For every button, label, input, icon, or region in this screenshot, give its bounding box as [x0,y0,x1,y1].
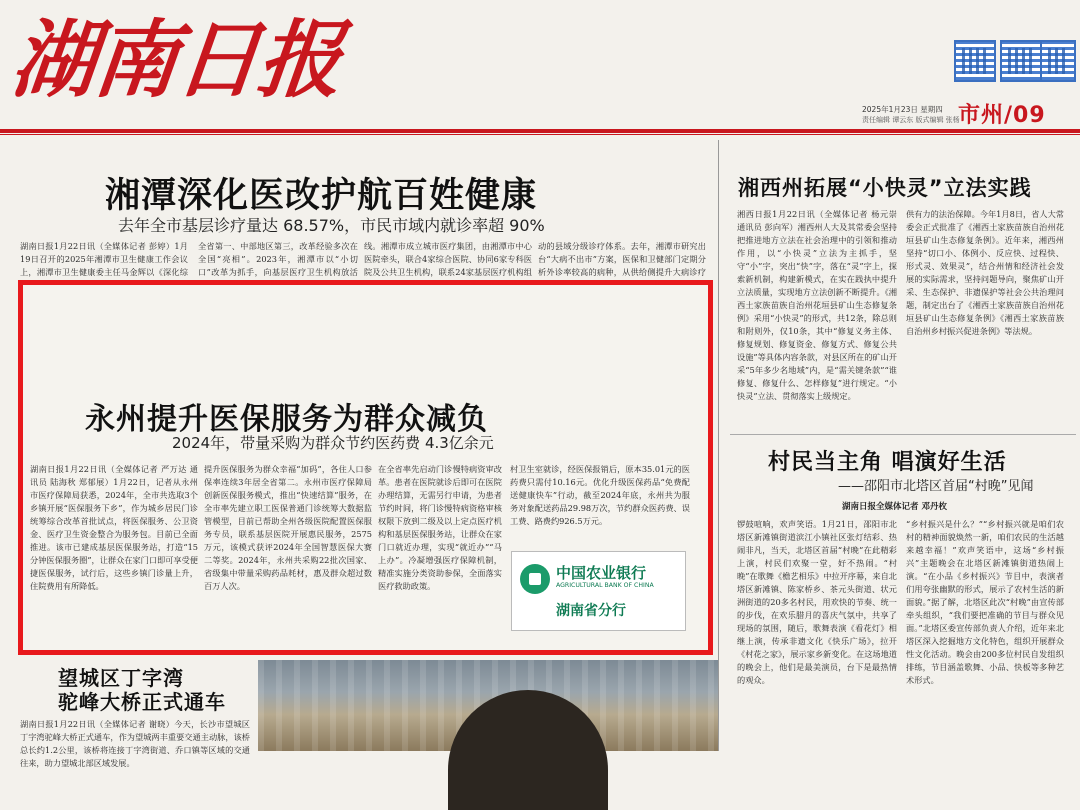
article-subhead: ——邵阳市北塔区首届“村晚”见闻 [838,479,1034,494]
article-body: 线。湘潭市成立城市医疗集团，由湘潭市中心医院牵头，联合4家综合医院、协同6家专科医院及公共卫生机构，联系24家基层医疗机构组 [364,241,532,277]
article-body: 在全省率先启动门诊慢特病资审改革。患者在医院就诊后即可在医院办理结算，无需另行申请，为患者节约时间，将门诊慢特病资格审核权限下放到二级及以上定点医疗机构和基层医保服务站，让群众在家门口就近办理，实现“就近办”“马上办”。冷凝增强医疗保障机制，精准实施分类资助参保，全面落实医疗救助政策。 [378,464,502,591]
masthead-rule-thin [0,134,1080,135]
bank-branch: 湖南省分行 [556,603,626,619]
article-body: 提升医保服务为群众幸福“加码”，各住人口参保率连续3年居全省第二。永州市医疗保障局创新医保服务模式，推出“快速结算”服务，在全市率先建立职工医保普通门诊统筹大数据监管模型，目前已帮助全州各级医院配置医保服务专员，联系基层医院开展惠民服务，2575万元，该模式获评2024年全国智慧医保大赛二等奖。2024年，永州共采购22批次国家、省级集中带量采购药品耗材，惠及群众超过数百万人次。 [204,464,372,591]
article-body: 湖南日报1月22日讯（全媒体记者 严万达 通讯员 陆海秋 郑郁展）1月22日，记者从永州市医疗保障局获悉，2024年，全市共选取3个乡镇开展“医保服务下乡”，作为城乡居民门诊统筹综合改革首批试点，将医保服务、公卫资金、医疗卫生资金整合为服务包。目前已全面推进。该市已建成基层医保服务站，打造“15分钟医保服务圈”，让群众在家门口即可享受便捷医保服务，试行后，这些乡镇门诊量上升，住院费用有所降低。 [30,464,198,591]
abc-bank-logo-icon [520,564,550,594]
editor-credits: 责任编辑 谭云东 版式编辑 张杨 [862,116,960,124]
qr-code-icon [1000,40,1042,82]
bank-english-name: AGRICULTURAL BANK OF CHINA [556,582,654,589]
article-body: 供有力的法治保障。今年1月8日，省人大常委会正式批准了《湘西土家族苗族自治州花垣县矿山生态修复条例》。近年来，湘西州坚持“切口小、体例小、反应快、过程快、形式灵、效果灵”，结合州情和经济社会发展的实际需求，坚持问题导向，聚焦矿山开采、生态保护、非遗保护等社会公共治理问题，制定出台了《湘西土家族苗族自治州花垣县矿山生态修复条例》《湘西土家族苗族自治州乡村振兴促进条例》等法规。 [906,209,1064,336]
article-headline: 湘潭深化医改护航百姓健康 [105,176,538,216]
article-headline: 望城区丁字湾 [58,666,184,690]
article-body: “乡村振兴是什么？”“乡村振兴就是咱们农村的精神面貌焕然一新，咱们农民的生活越来越幸福！”欢声笑语中，这场“乡村振兴”主题晚会在北塔区新滩镇街道热闹上演。“在小品《乡村振兴》节目中，表演者们用夸张幽默的形式，展示了农村生活的新面貌。”据了解，北塔区此次“村晚”由宣传部牵头组织，“我们要把准确的节目与群众见面。”北塔区委宣传部负责人介绍，近年来北塔区深入挖掘地方文化特色，组织开展群众性文化活动。晚会由200多位村民自发组织排练，节目涵盖歌舞、小品、快板等多种艺术形式。 [906,519,1064,685]
section-title: 市州/09 [958,103,1046,128]
article-body: 湖南日报1月22日讯（全媒体记者 彭婷）1月19日召开的2025年湘潭市卫生健康工作会议上，湘潭市卫生健康委主任马金辉以《深化综 [20,241,188,277]
article-body: 全省第一、中部地区第三，改革经验多次在全国“亮相”。2023年，湘潭市以“小切口”改革为抓手，向基层医疗卫生机构放活 [198,241,358,277]
article-subhead: 2024年，带量采购为群众节约医药费 4.3亿余元 [172,434,494,452]
masthead-rule [0,129,1080,133]
article-headline: 湘西州拓展“小快灵”立法实践 [738,176,1032,200]
qr-code-icon [1040,40,1076,82]
article-body: 动的县域分级诊疗体系。去年，湘潭市研究出台“大病不出市”方案，医保和卫健部门定期分析外诊率较高的病种，从供给侧提升大病诊疗 [538,241,706,277]
article-headline: 驼峰大桥正式通车 [58,690,226,714]
article-byline: 湖南日报全媒体记者 邓丹枚 [842,502,947,512]
newspaper-logo: 湖南日报 [6,10,346,109]
column-divider [718,140,719,751]
bridge-photo [258,660,718,751]
article-headline: 永州提升医保服务为群众减负 [85,402,488,437]
publication-date: 2025年1月23日 星期四 [862,105,943,114]
section-divider [730,434,1076,435]
article-headline: 村民当主角 唱演好生活 [768,450,1007,475]
bank-name: 中国农业银行 [556,564,647,582]
article-body: 锣鼓喧响，欢声笑语。1月21日，邵阳市北塔区新滩镇街道滨江小镇社区张灯结彩、热闹非凡，当天，北塔区首届“村晚”在此精彩上演，村民们欢聚一堂，好不热闹。“村晚”在歌舞《檐艺相乐》中拉开序幕，来自北塔区新滩镇、陈家桥乡、茶元头街道、状元洲街道的20多名村民，用欢快的节奏、统一的步伐，在欢乐腊月的喜庆气氛中，共享了现场的氛围，随后，歌舞表演《看花灯》相继上演，传承非遗文化《快乐广场》，拉开《村花之家》，展示家乡新变化。在这场地道的晚会上，他们是最美演员，台下是最热情的观众。 [737,519,897,685]
article-body: 湖南日报1月22日讯（全媒体记者 谢晓）今天，长沙市望城区丁字湾驼峰大桥正式通车，作为望城两丰重要交通主动脉，该桥总长约1.2公里，该桥将连接丁字湾街道、乔口镇等区域的交通往来，助力望城北部区域发展。 [20,719,250,768]
qr-code-icon [954,40,996,82]
article-body: 村卫生室就诊，经医保报销后，原本35.01元的医药费只需付10.16元。优化升级医保药品“免费配送健康快车”行动，截至2024年底，永州共为服务对象配送药品29.98万次，节约群众医药费、误工费、路费约926.5万元。 [510,464,690,526]
article-body: 湘西日报1月22日讯（全媒体记者 杨元崇 通讯员 彭向军）湘西州人大及其常委会坚持把推进地方立法在社会治理中的引领和推动作用，以“小快灵”立法为主抓手，坚守“小”字，突出“快”字，落在“灵”字上，探索新机制，构建新模式，在实在践执中提升立法质量，实现地方立法创新不断提升。《湘西土家族苗族自治州花垣县矿山生态修复条例》采用“小快灵”的形式，共12条，除总则和附则外，仅10条，其中“修复义务主体、修复规划、修复资金、修复方式、修复公共设施”等具体内容条款，对县区所在的矿山开采“5年多少名地域”内，是“需关键条款”“谁修复、修复什么、怎样修复”进行规定。“小快灵”立法、贯彻落实上级规定。 [737,209,897,401]
masthead [0,0,1080,128]
article-subhead: 去年全市基层诊疗量达 68.57%，市民市域内就诊率超 90% [118,216,545,235]
bank-advertisement [511,551,686,631]
